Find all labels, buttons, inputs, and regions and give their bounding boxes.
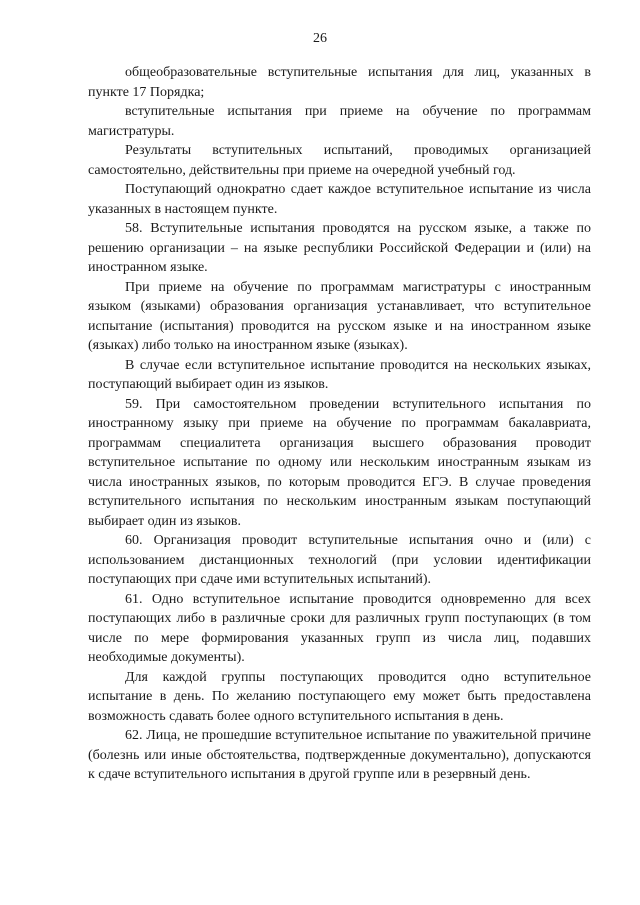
paragraph-masters-tests: вступительные испытания при приеме на обучение по программам магистратуры.	[88, 104, 591, 139]
page-number: 26	[313, 31, 327, 46]
paragraph-single-attempt: Поступающий однократно сдает каждое вступительное испытание из числа указанных в настоящем пункте.	[88, 182, 591, 217]
paragraph-foreign-language-masters: При приеме на обучение по программам магистратуры с иностранным языком (языками) образования организация устанавливает, что вступительное испытание (испытания) проводится на русском языке и на иностранном языке (языках) либо только на иностранном языке (языках).	[88, 279, 591, 353]
paragraph-item-60: 60. Организация проводит вступительные испытания очно и (или) с использованием дистанционных технологий (при условии идентификации поступающих при сдаче ими вступительных испытаний).	[88, 533, 591, 587]
paragraph-item-59: 59. При самостоятельном проведении вступительного испытания по иностранному языку при приеме на обучение по программам бакалавриата, программам специалитета организация высшего образования проводит вступительное испытание по одному или нескольким иностранным языкам из числа иностранных языков, по которым проводится ЕГЭ. В случае проведения вступительного испытания по нескольким иностранным языкам поступающий выбирает один из языков.	[88, 396, 591, 529]
paragraph-results-validity: Результаты вступительных испытаний, проводимых организацией самостоятельно, действительны при приеме на очередной учебный год.	[88, 143, 591, 178]
paragraph-item-61: 61. Одно вступительное испытание проводится одновременно для всех поступающих либо в различные сроки для различных групп поступающих (в том числе по мере формирования указанных групп из числа лиц, подавших необходимые документы).	[88, 591, 591, 665]
paragraph-one-test-per-day: Для каждой группы поступающих проводится одно вступительное испытание в день. По желанию поступающего ему может быть предоставлена возможность сдавать более одного вступительного испытания в день.	[88, 669, 591, 724]
document-body	[88, 63, 591, 785]
paragraph-item-62: 62. Лица, не прошедшие вступительное испытание по уважительной причине (болезнь или иные обстоятельства, подтвержденные документально), допускаются к сдаче вступительного испытания в другой группе или в резервный день.	[88, 728, 591, 782]
paragraph-general-education-tests: общеобразовательные вступительные испытания для лиц, указанных в пункте 17 Порядка;	[88, 65, 591, 100]
paragraph-item-58: 58. Вступительные испытания проводятся на русском языке, а также по решению организации – на языке республики Российской Федерации и (или) на иностранном языке.	[88, 221, 591, 275]
paragraph-language-choice: В случае если вступительное испытание проводится на нескольких языках, поступающий выбирает один из языков.	[88, 357, 591, 392]
